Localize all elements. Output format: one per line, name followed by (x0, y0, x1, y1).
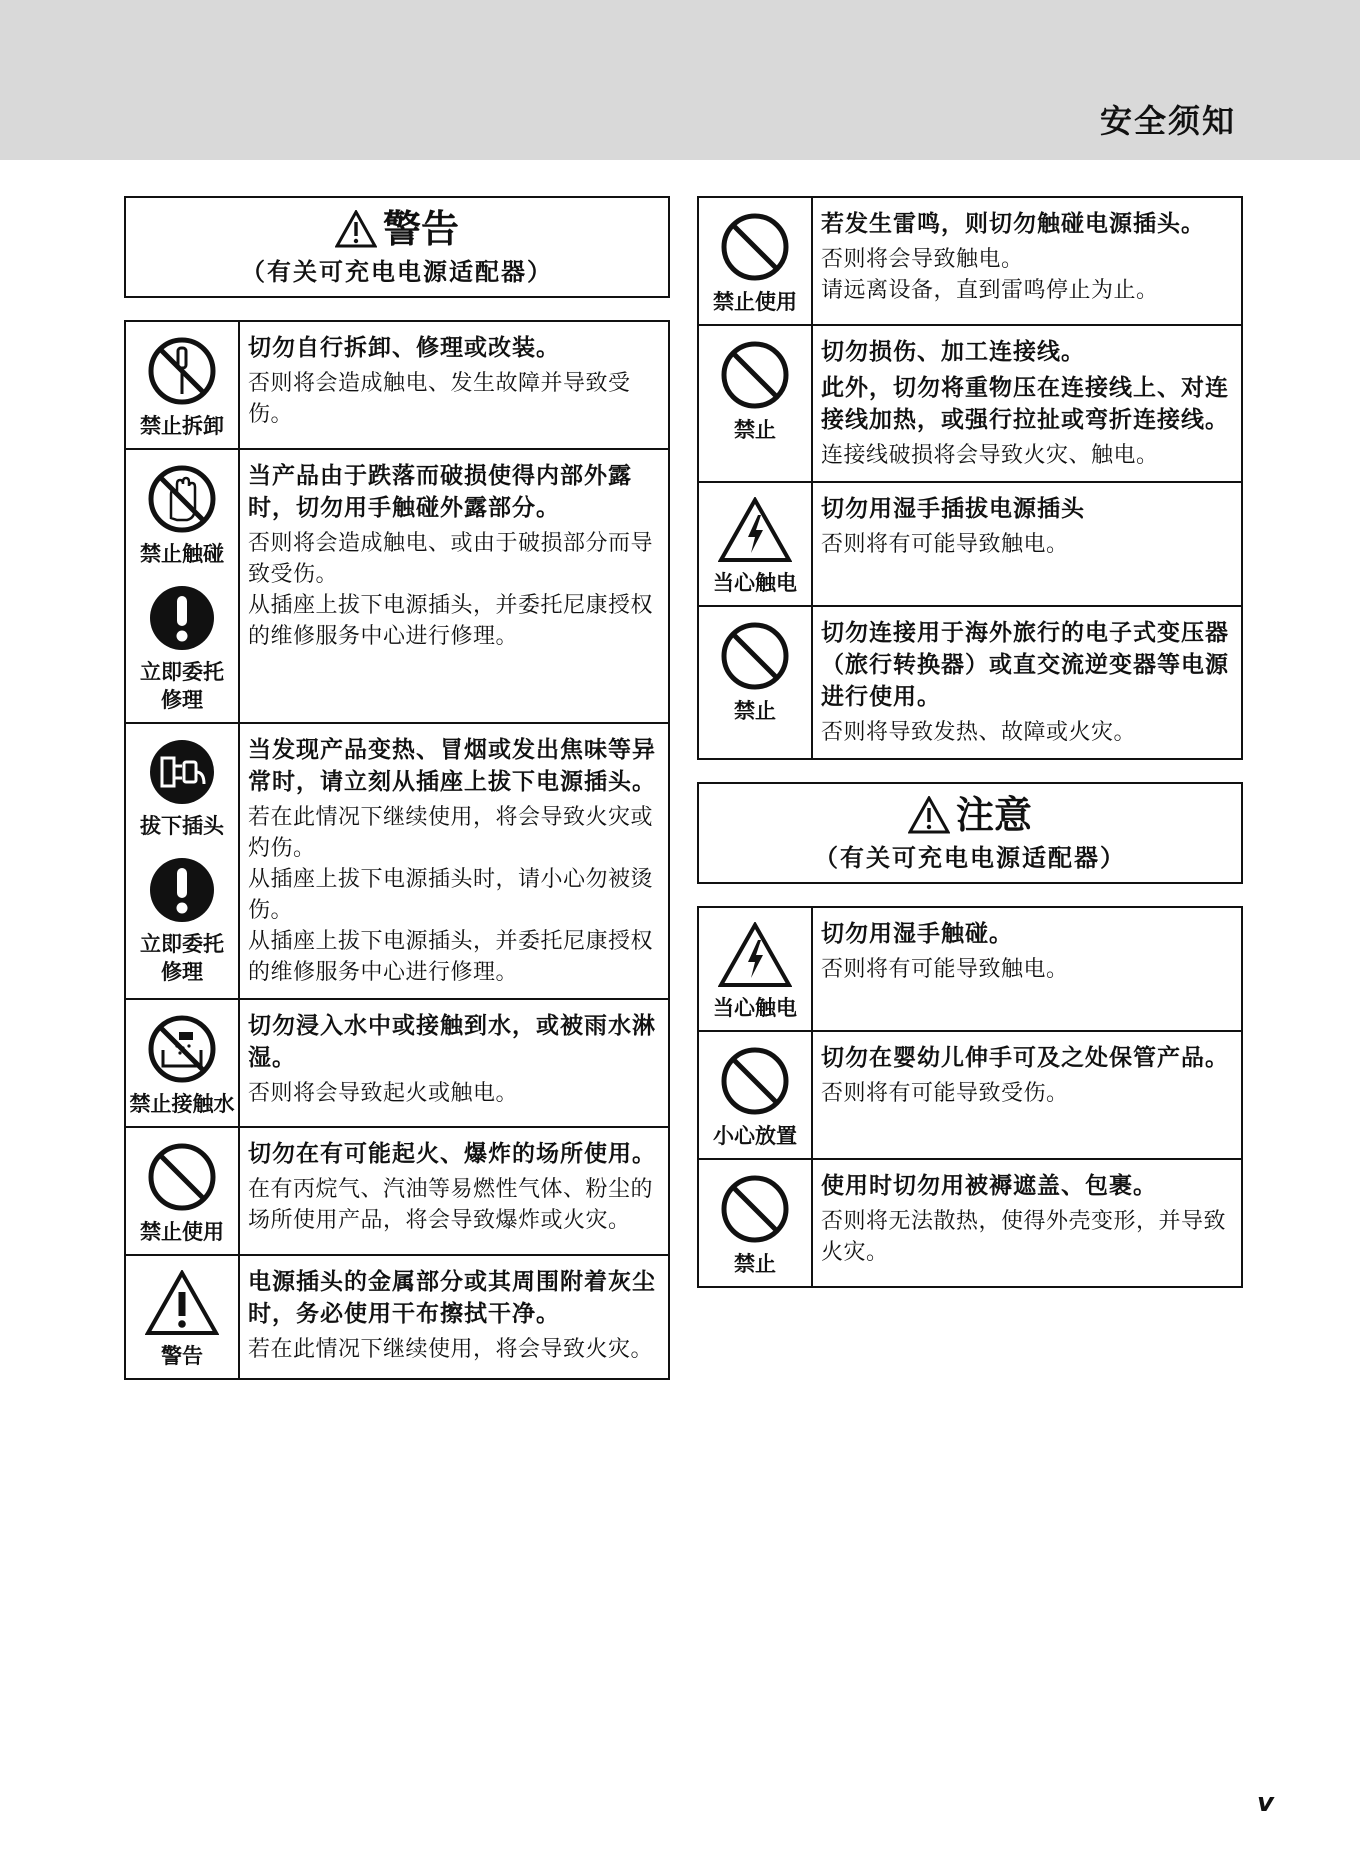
icon-label: 拔下插头 (140, 814, 224, 838)
left-column (124, 196, 670, 1380)
rule-text: 从插座上拔下电源插头时，请小心勿被烫伤。 (248, 867, 654, 923)
icon-label: 当心触电 (713, 996, 797, 1020)
rule-text: 从插座上拔下电源插头，并委托尼康授权的维修服务中心进行修理。 (248, 593, 654, 649)
rule-text: 若在此情况下继续使用，将会导致火灾。 (248, 1337, 654, 1362)
table-row (698, 482, 1242, 606)
table-row (698, 1159, 1242, 1287)
table-row (125, 723, 669, 999)
table-row (698, 325, 1242, 482)
page-number: v (1257, 1788, 1274, 1818)
unplug-icon (148, 738, 216, 806)
rule-text: 否则将会造成触电、或由于破损部分而导致受伤。 (248, 531, 654, 587)
rule-text: 否则将会导致起火或触电。 (248, 1081, 519, 1106)
rule-text: 否则将会造成触电、发生故障并导致受伤。 (248, 371, 631, 427)
header-band (0, 0, 1360, 160)
rule-title: 电源插头的金属部分或其周围附着灰尘时，务必使用干布擦拭干净。 (248, 1269, 656, 1327)
rule-text: 若在此情况下继续使用，将会导致火灾或灼伤。 (248, 805, 654, 861)
rule-title: 切勿浸入水中或接触到水，或被雨水淋湿。 (248, 1013, 656, 1071)
icon-label: 禁止 (734, 418, 776, 442)
prohibited-icon (147, 1142, 217, 1212)
warning-title: 警告 (382, 207, 459, 251)
mandatory-icon (148, 856, 216, 924)
caution-rules-table (697, 906, 1243, 1288)
rule-text: 请远离设备，直到雷鸣停止为止。 (821, 278, 1159, 303)
warning-rules-table (124, 320, 670, 1380)
prohibited-icon (720, 621, 790, 691)
table-row (698, 907, 1242, 1031)
icon-label: 禁止使用 (140, 1220, 224, 1244)
rule-title: 切勿用湿手触碰。 (821, 921, 1013, 947)
table-row (698, 606, 1242, 759)
icon-label: 警告 (161, 1344, 203, 1368)
table-row (125, 999, 669, 1127)
prohibited-icon (720, 340, 790, 410)
icon-label: 禁止使用 (713, 290, 797, 314)
rule-title: 当发现产品变热、冒烟或发出焦味等异常时，请立刻从插座上拔下电源插头。 (248, 737, 656, 795)
prohibited-icon (720, 212, 790, 282)
rule-text: 否则将会导致触电。 (821, 247, 1024, 272)
rule-text: 否则将导致发热、故障或火灾。 (821, 720, 1137, 745)
rule-title: 切勿在婴幼儿伸手可及之处保管产品。 (821, 1045, 1229, 1071)
warning-subtitle: （有关可充电电源适配器） (241, 258, 553, 286)
icon-label: 当心触电 (713, 571, 797, 595)
rule-title-extra: 此外，切勿将重物压在连接线上、对连接线加热，或强行拉扯或弯折连接线。 (821, 375, 1229, 433)
electric-shock-icon (718, 922, 792, 988)
warning-triangle-icon (908, 796, 950, 834)
icon-label: 禁止触碰 (140, 542, 224, 566)
rule-title: 当产品由于跌落而破损使得内部外露时，切勿用手触碰外露部分。 (248, 463, 632, 521)
prohibited-icon (720, 1046, 790, 1116)
rule-title: 切勿损伤、加工连接线。 (821, 339, 1085, 365)
icon-label: 立即委托 修理 (140, 660, 224, 712)
rule-title: 切勿用湿手插拔电源插头 (821, 496, 1085, 522)
rule-text: 否则将有可能导致触电。 (821, 532, 1069, 557)
caution-header-box (697, 782, 1243, 884)
rule-title: 切勿连接用于海外旅行的电子式变压器（旅行转换器）或直交流逆变器等电源进行使用。 (821, 620, 1229, 710)
icon-label: 小心放置 (713, 1124, 797, 1148)
right-column (697, 196, 1243, 1288)
no-water-icon (147, 1014, 217, 1084)
caution-subtitle: （有关可充电电源适配器） (814, 844, 1126, 872)
rule-title: 切勿在有可能起火、爆炸的场所使用。 (248, 1141, 656, 1167)
icon-label: 禁止 (734, 1252, 776, 1276)
icon-label: 禁止 (734, 699, 776, 723)
mandatory-icon (148, 584, 216, 652)
rule-title: 切勿自行拆卸、修理或改装。 (248, 335, 560, 361)
page-title: 安全须知 (1099, 102, 1236, 140)
table-row (698, 197, 1242, 325)
no-disassemble-icon (147, 336, 217, 406)
table-row (125, 1255, 669, 1379)
icon-label: 禁止拆卸 (140, 414, 224, 438)
electric-shock-icon (718, 497, 792, 563)
icon-label: 禁止接触水 (129, 1092, 235, 1116)
rule-text: 从插座上拔下电源插头，并委托尼康授权的维修服务中心进行修理。 (248, 929, 654, 985)
table-row (125, 321, 669, 449)
caution-title: 注意 (955, 793, 1032, 837)
warning-triangle-icon (335, 210, 377, 248)
icon-label: 立即委托 修理 (140, 932, 224, 984)
no-touch-icon (147, 464, 217, 534)
rule-text: 在有丙烷气、汽油等易燃性气体、粉尘的场所使用产品，将会导致爆炸或火灾。 (248, 1177, 654, 1233)
rule-text: 否则将无法散热，使得外壳变形，并导致火灾。 (821, 1209, 1227, 1265)
rule-text: 否则将有可能导致受伤。 (821, 1081, 1069, 1106)
prohibited-icon (720, 1174, 790, 1244)
table-row (125, 449, 669, 723)
rule-title: 使用时切勿用被褥遮盖、包裹。 (821, 1173, 1157, 1199)
rule-text: 否则将有可能导致触电。 (821, 957, 1069, 982)
warning-header-box (124, 196, 670, 298)
warning-triangle-icon (145, 1270, 219, 1336)
table-row (125, 1127, 669, 1255)
table-row (698, 1031, 1242, 1159)
warning-continued-table (697, 196, 1243, 760)
rule-title: 若发生雷鸣，则切勿触碰电源插头。 (821, 211, 1205, 237)
rule-text: 连接线破损将会导致火灾、触电。 (821, 443, 1159, 468)
